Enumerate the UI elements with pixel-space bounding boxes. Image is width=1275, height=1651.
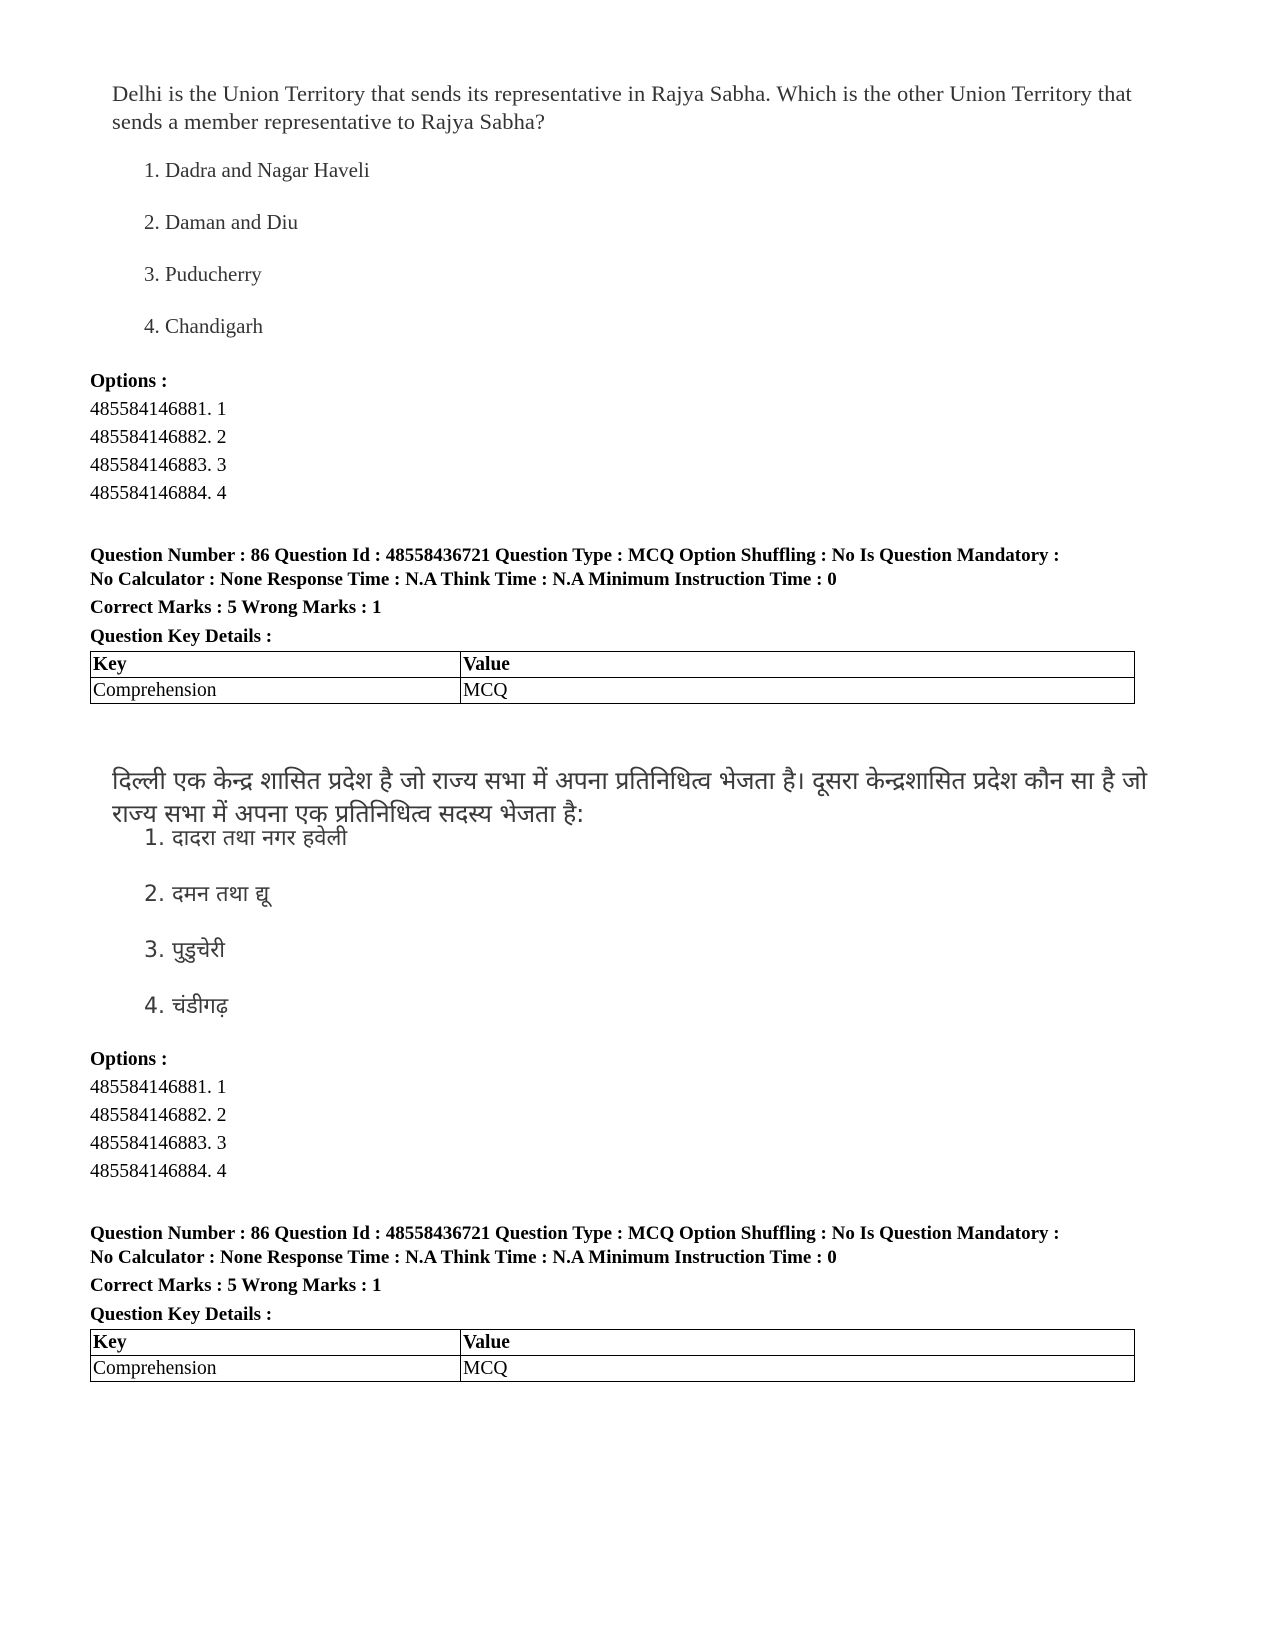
options-list [90, 1046, 227, 1186]
question-choice-1: 1. Dadra and Nagar Haveli [144, 158, 370, 182]
option-item: 485584146881. 1 [90, 1077, 227, 1098]
marks-line: Correct Marks : 5 Wrong Marks : 1 [90, 1275, 382, 1296]
options-title: Options : [90, 1049, 168, 1070]
question-choice-4: 4. चंडीगढ़ [144, 994, 229, 1019]
question-image-hindi [112, 764, 1162, 1019]
question-choice-4: 4. Chandigarh [144, 314, 263, 338]
key-details-title: Question Key Details : [90, 1303, 273, 1325]
table-header-row [91, 652, 1135, 678]
question-meta [90, 1222, 1190, 1326]
option-item: 485584146882. 2 [90, 427, 227, 448]
table-cell-value: MCQ [461, 678, 1135, 704]
table-header-key: Key [91, 652, 461, 678]
meta-line: Question Number : 86 Question Id : 48558436721 Question Type : MCQ Option Shuffling : No Is Question Mandatory : [90, 545, 1060, 566]
meta-line: No Calculator : None Response Time : N.A Think Time : N.A Minimum Instruction Time : 0 [90, 568, 837, 590]
meta-line: Question Number : 86 Question Id : 48558436721 Question Type : MCQ Option Shuffling : No Is Question Mandatory : [90, 1223, 1060, 1244]
meta-line: No Calculator : None Response Time : N.A Think Time : N.A Minimum Instruction Time : 0 [90, 1246, 837, 1268]
table-row [91, 678, 1135, 704]
option-item: 485584146882. 2 [90, 1105, 227, 1126]
table-header-row [91, 1330, 1135, 1356]
option-item: 485584146883. 3 [90, 455, 227, 476]
option-item: 485584146884. 4 [90, 1161, 227, 1182]
key-details-table [90, 1329, 1135, 1382]
table-header-value: Value [461, 652, 1135, 678]
question-choice-2: 2. Daman and Diu [144, 210, 298, 234]
key-details-table [90, 651, 1135, 704]
question-choice-3: 3. Puducherry [144, 262, 262, 286]
option-item: 485584146881. 1 [90, 399, 227, 420]
marks-line: Correct Marks : 5 Wrong Marks : 1 [90, 597, 382, 618]
table-header-key: Key [91, 1330, 461, 1356]
option-item: 485584146883. 3 [90, 1133, 227, 1154]
question-text: Delhi is the Union Territory that sends its representative in Rajya Sabha. Which is the other Union Territory that sends a member representative to Rajya Sabha? [112, 81, 1132, 134]
question-text: दिल्ली एक केन्द्र शासित प्रदेश है जो राज्य सभा में अपना प्रतिनिधित्व भेजता है। दूसरा केन्द्रशासित प्रदेश कौन सा है जो राज्य सभा में अपना एक प्रतिनिधित्व सदस्य भेजता है: [112, 766, 1147, 828]
option-item: 485584146884. 4 [90, 483, 227, 504]
table-header-value: Value [461, 1330, 1135, 1356]
table-row [91, 1356, 1135, 1382]
question-choice-1: 1. दादरा तथा नगर हवेली [144, 826, 348, 851]
question-image-english [112, 80, 1162, 338]
table-cell-value: MCQ [461, 1356, 1135, 1382]
options-title: Options : [90, 371, 168, 392]
question-choice-3: 3. पुडुचेरी [144, 938, 225, 963]
question-meta [90, 544, 1190, 648]
table-cell-key: Comprehension [91, 678, 461, 704]
key-details-title: Question Key Details : [90, 625, 273, 647]
options-list [90, 368, 227, 508]
question-choice-2: 2. दमन तथा द्यू [144, 882, 270, 907]
table-cell-key: Comprehension [91, 1356, 461, 1382]
